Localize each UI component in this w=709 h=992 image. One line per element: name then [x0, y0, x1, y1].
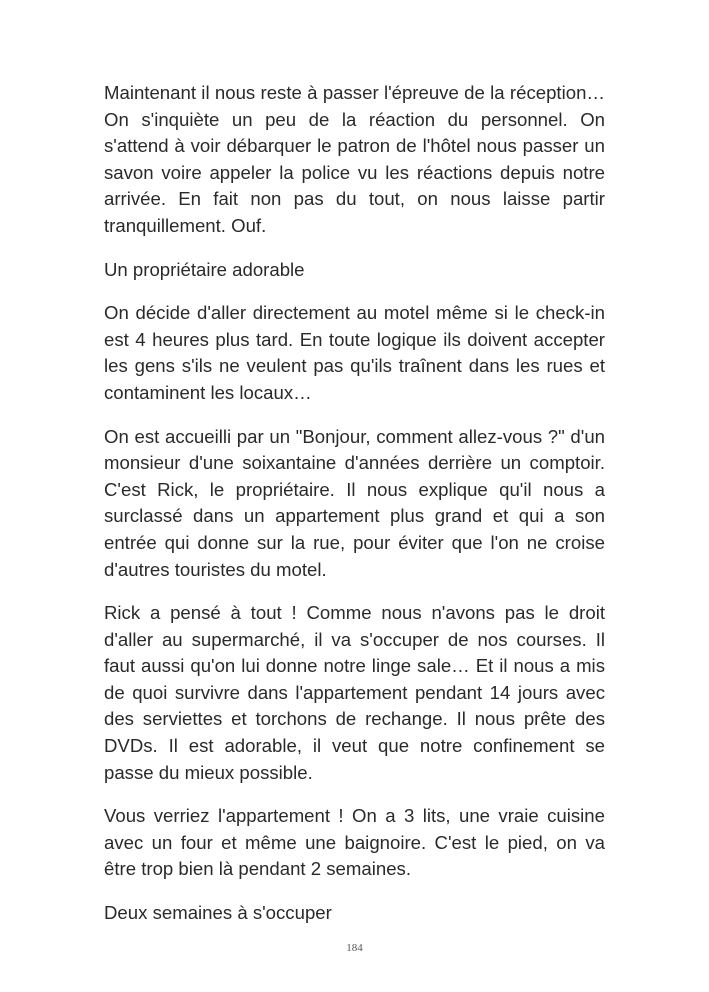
page-body [104, 80, 605, 944]
paragraph-accueil: On est accueilli par un "Bonjour, comment allez-vous ?" d'un monsieur d'une soixantaine d'années derrière un comptoir. C'est Rick, le propriétaire. Il nous explique qu'il nous a surclassé dans un appartement plus grand et qui a son entrée qui donne sur la rue, pour éviter que l'on ne croise d'autres touristes du motel. [104, 425, 605, 580]
paragraph-reception: Maintenant il nous reste à passer l'épreuve de la réception… On s'inquiète un peu de la réaction du personnel. On s'attend à voir débarquer le patron de l'hôtel nous passer un savon voire appeler la police vu les réactions depuis notre arrivée. En fait non pas du tout, on nous laisse partir tranquillement. Ouf. [104, 82, 605, 236]
section-heading-semaines: Deux semaines à s'occuper [104, 902, 332, 924]
paragraph-appartement: Vous verriez l'appartement ! On a 3 lits, une vraie cuisine avec un four et même une baignoire. C'est le pied, on va être trop bien là pendant 2 semaines. [104, 805, 605, 880]
paragraph-rick: Rick a pensé à tout ! Comme nous n'avons pas le droit d'aller au supermarché, il va s'occuper de nos courses. Il faut aussi qu'on lui donne notre linge sale… Et il nous a mis de quoi survivre dans l'appartement pendant 14 jours avec des serviettes et torchons de rechange. Il nous prête des DVDs. Il est adorable, il veut que notre confinement se passe du mieux possible. [104, 602, 605, 783]
paragraph-motel: On décide d'aller directement au motel même si le check-in est 4 heures plus tard. En toute logique ils doivent accepter les gens s'ils ne veulent pas qu'ils traînent dans les rues et contaminent les locaux… [104, 302, 605, 403]
page-number: 184 [346, 942, 363, 954]
section-heading-proprietaire: Un propriétaire adorable [104, 258, 305, 280]
